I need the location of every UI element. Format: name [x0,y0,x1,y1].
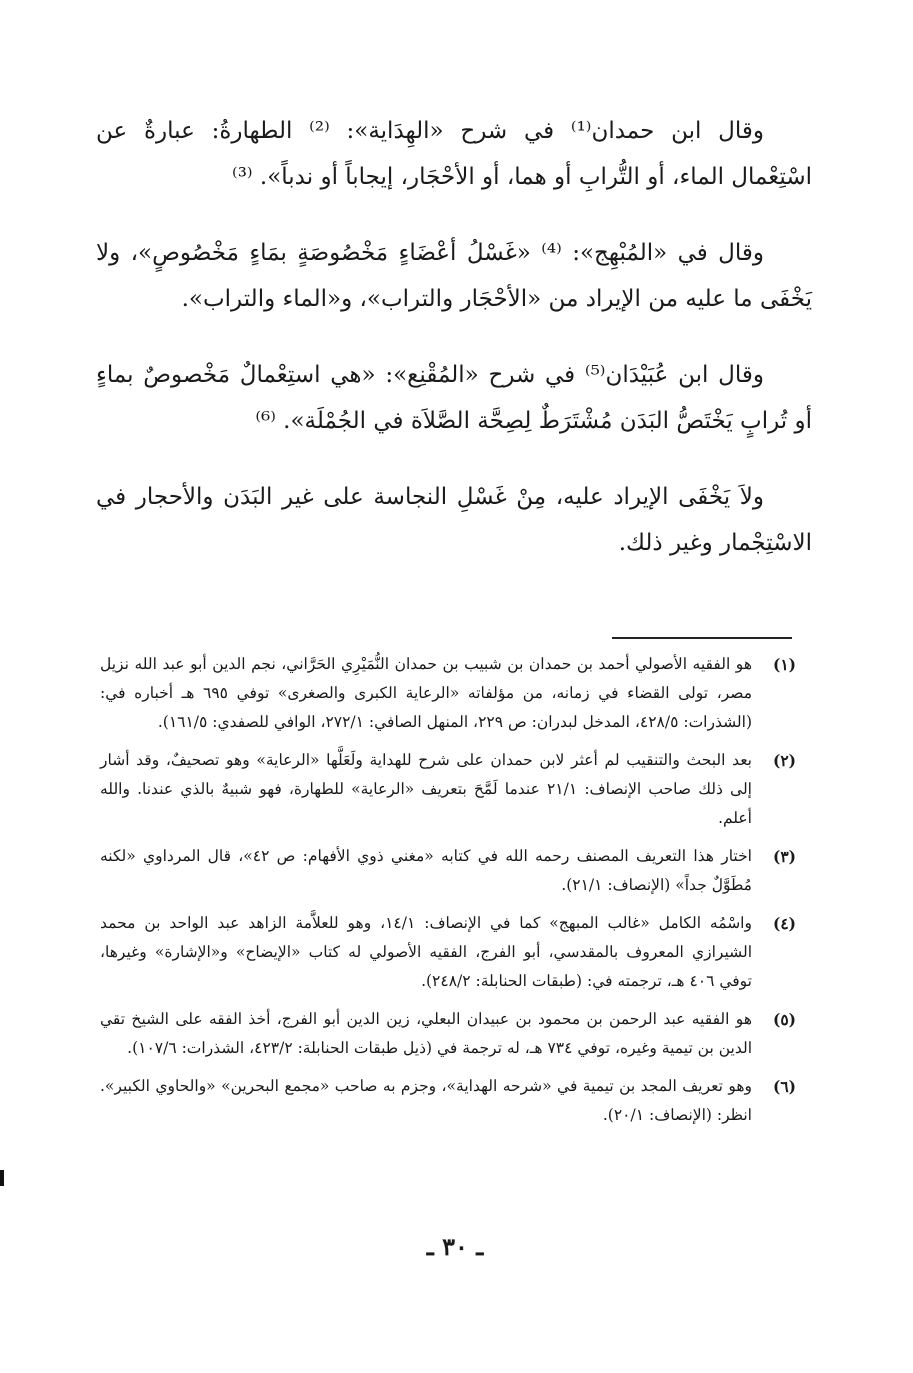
footnote-text: وهو تعريف المجد بن تيمية في «شرحه الهداية»، وجزم به صاحب «مجمع البحرين» «والحاوي الكبير». انظر: (الإنصاف: ٢٠/١). [100,1077,752,1124]
footnote-text: اختار هذا التعريف المصنف رحمه الله في كتابه «مغني ذوي الأفهام: ص ٤٢»، قال المرداوي «لكنه مُطَوَّلٌ جداً» (الإنصاف: ٢١/١). [100,847,752,894]
footnote-text: هو الفقيه عبد الرحمن بن محمود بن عبيدان البعلي، زين الدين أبو الفرج، أخذ الفقه على الشيخ تقي الدين بن تيمية وغيره، توفي ٧٣٤ هـ، له ترجمة في (ذيل طبقات الحنابلة: ٤٢٣/٢، الشذرات: ١٠٧/٦). [100,1010,752,1057]
footnote-separator-line [612,637,792,639]
footnote-text: بعد البحث والتنقيب لم أعثر لابن حمدان على شرح للهداية ولَعَلَّها «الرعاية» وهو تصحيفٌ، وقد أشار إلى ذلك صاحب الإنصاف: ٢١/١ عندما لَمَّحَ بتعريف «الرعاية» للطهارة، فهو شبيهٌ بالذي عندنا. والله أعلم. [100,751,752,827]
main-text [96,108,812,596]
footnote-5 [100,1005,796,1063]
footnote-number: (٢) [772,751,796,770]
footnote-1 [100,650,796,737]
footnote-number: (٥) [772,1010,796,1029]
footnotes [100,650,796,1139]
footnote-number: (٣) [772,847,796,866]
footnote-text: واسْمُه الكامل «غالب المبهج» كما في الإنصاف: ١٤/١، وهو للعلاَّمة الزاهد عبد الواحد بن محمد الشيرازي المعروف بالمقدسي، أبو الفرج، الفقيه الأصولي له كتاب «الإيضاح» و«الإشارة» وغيرها، توفي ٤٠٦ هـ، ترجمته في: (طبقات الحنابلة: ٢٤٨/٢). [100,914,752,990]
footnote-text: هو الفقيه الأصولي أحمد بن حمدان بن شبيب بن حمدان النُّمَيْرِي الحَرَّاني، نجم الدين أبو عبد الله نزيل مصر، تولى القضاء في زمانه، من مؤلفاته «الرعاية الكبرى والصغرى» توفي ٦٩٥ هـ أخباره في: (الشذرات: ٤٢٨/٥، المدخل لبدران: ص ٢٢٩، المنهل الصافي: ٢٧٢/١، الوافي للصفدي: ١٦١/٥). [100,655,752,731]
paragraph-ibn-hamdan: وقال ابن حمدان⁽¹⁾ في شرح «الهِدَاية»: ⁽²⁾ الطهارةُ: عبارةٌ عن اسْتِعْمال الماء، أو التُّرابِ أو هما، أو الأحْجَار، إيجاباً أو ندباً». ⁽³⁾ [96,118,812,190]
footnote-3 [100,842,796,900]
footnote-2 [100,746,796,833]
footnote-number: (٤) [772,914,796,933]
footnote-number: (١) [772,655,796,674]
page-number: ـ ٣٠ ـ [426,1232,484,1261]
footnote-4 [100,909,796,996]
scan-edge-mark [0,1170,4,1186]
paragraph-ibn-ubaydan: وقال ابن عُبَيْدَان⁽⁵⁾ في شرح «المُقْنِع»: «هي استِعْمالٌ مَخْصوصٌ بماءٍ أو تُرابٍ يَخْتَصُّ البَدَن مُشْتَرَطٌ لِصِحَّة الصَّلاَة في الجُمْلَة». ⁽⁶⁾ [96,362,812,434]
footnote-number: (٦) [772,1077,796,1096]
paragraph-objection: ولاَ يَخْفَى الإيراد عليه، مِنْ غَسْلِ النجاسة على غير البَدَن والأحجار في الاسْتِجْمار وغير ذلك. [96,484,812,556]
paragraph-al-mubhij: وقال في «المُبْهِج»: ⁽⁴⁾ «غَسْلُ أعْضَاءٍ مَخْصُوصَةٍ بمَاءٍ مَخْصُوصٍ»، ولا يَخْفَى ما عليه من الإيراد من «الأحْجَار والتراب»، و«الماء والتراب». [96,240,812,312]
footnote-6 [100,1072,796,1130]
